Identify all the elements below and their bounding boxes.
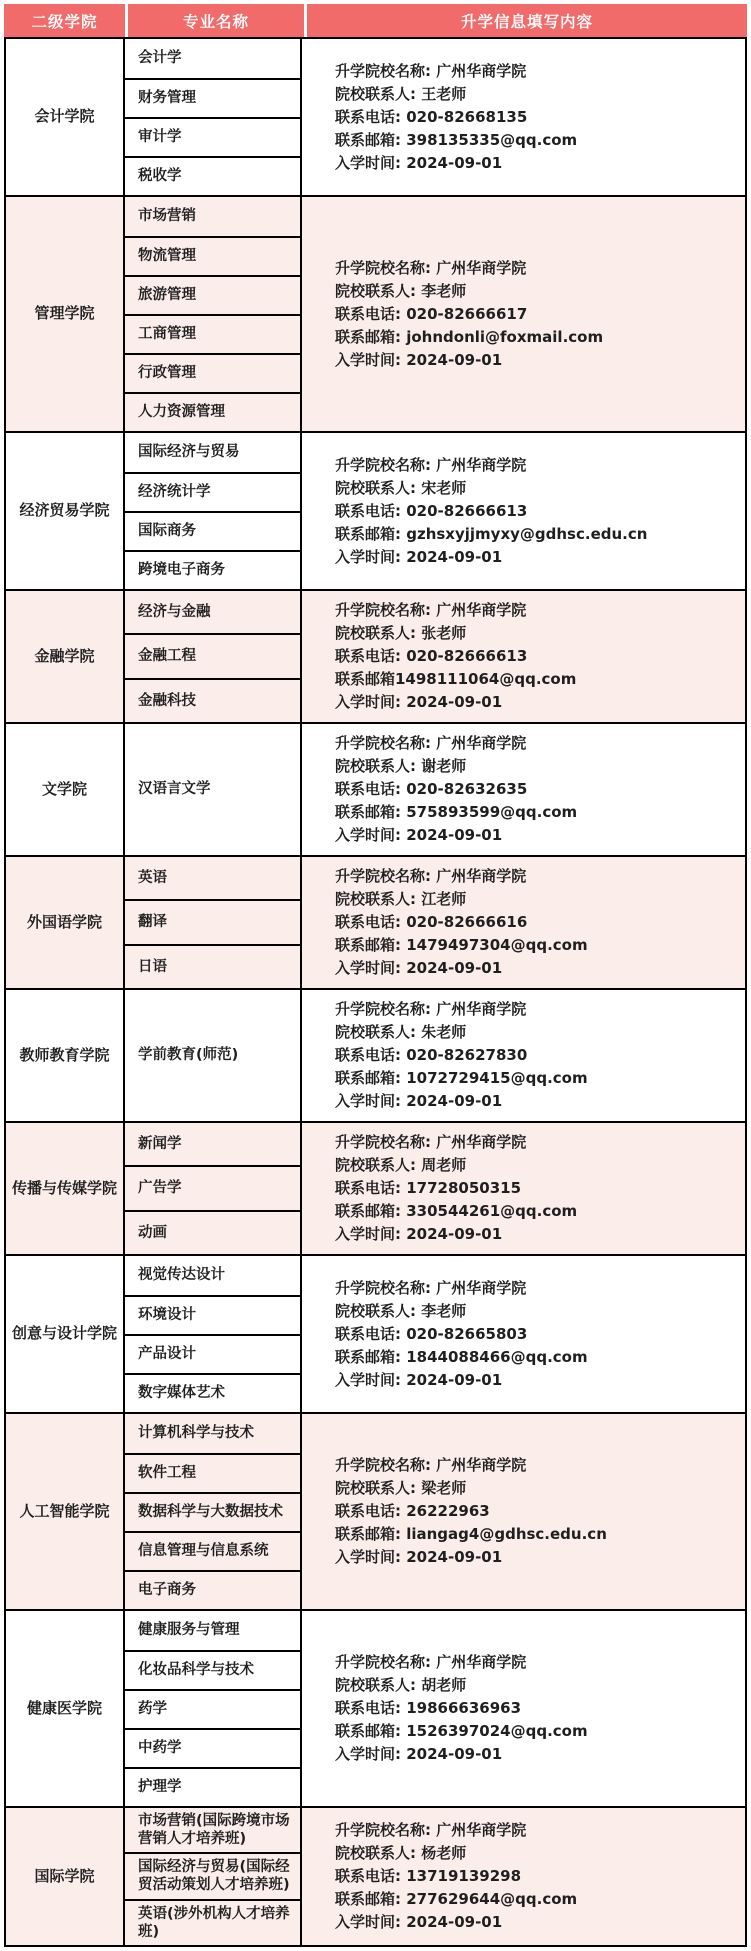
info-line: 联系电话: 19866636963	[335, 1699, 522, 1717]
major-cell: 动画	[125, 1210, 300, 1254]
info-line: 联系邮箱: 1479497304@qq.com	[335, 936, 588, 954]
info-line: 联系电话: 020-82627830	[335, 1046, 528, 1064]
info-line: 院校联系人: 王老师	[335, 84, 467, 103]
info-line: 联系邮箱: gzhsxyjjmyxy@gdhsc.edu.cn	[335, 524, 648, 543]
major-cell: 中药学	[125, 1728, 300, 1767]
major-cell: 英语	[138, 870, 167, 887]
info-line: 院校联系人: 江老师	[335, 890, 467, 908]
major-cell: 化妆品科学与技术	[125, 1650, 300, 1689]
info-cell	[302, 1611, 745, 1806]
majors-column	[125, 857, 302, 988]
info-cell	[302, 857, 745, 988]
major-cell: 国际经济与贸易	[138, 444, 240, 461]
college-name: 会计学院	[6, 39, 125, 195]
info-line: 联系电话: 020-82666616	[335, 913, 528, 931]
info-line: 入学时间: 2024-09-01	[335, 826, 503, 844]
info-line: 升学院校名称: 广州华商学院	[335, 1133, 527, 1151]
info-line: 联系电话: 26222963	[335, 1502, 490, 1520]
info-line: 联系电话: 020-82632635	[335, 780, 528, 798]
column-header-info: 升学信息填写内容	[304, 4, 747, 37]
info-line: 联系邮箱: 1072729415@qq.com	[335, 1069, 588, 1087]
majors-column	[125, 1414, 302, 1609]
info-line: 联系电话: 020-82666613	[335, 647, 528, 665]
info-line: 入学时间: 2024-09-01	[335, 959, 503, 977]
info-cell	[302, 433, 745, 589]
info-line: 联系电话: 020-82666617	[335, 304, 528, 323]
info-cell	[302, 990, 745, 1121]
info-line: 联系邮箱: 398135335@qq.com	[335, 130, 578, 149]
info-cell	[302, 1123, 745, 1254]
major-cell: 工商管理	[125, 314, 300, 353]
info-line: 院校联系人: 胡老师	[335, 1676, 467, 1694]
major-cell: 广告学	[125, 1165, 300, 1209]
major-cell: 人力资源管理	[125, 392, 300, 431]
major-cell: 软件工程	[125, 1453, 300, 1492]
major-cell: 会计学	[138, 50, 182, 67]
info-line: 升学院校名称: 广州华商学院	[335, 1820, 527, 1839]
major-cell: 学前教育(师范)	[138, 1047, 239, 1064]
majors-column	[125, 39, 302, 195]
college-section	[6, 988, 745, 1121]
college-name: 教师教育学院	[6, 990, 125, 1121]
major-cell: 英语(涉外机构人才培养班)	[125, 1899, 300, 1945]
major-cell: 数字媒体艺术	[125, 1373, 300, 1412]
info-line: 入学时间: 2024-09-01	[335, 1548, 503, 1566]
college-name: 国际学院	[6, 1808, 125, 1945]
info-line: 联系电话: 13719139298	[335, 1866, 522, 1885]
info-line: 入学时间: 2024-09-01	[335, 153, 503, 172]
table-body	[4, 37, 747, 1947]
info-line: 联系电话: 17728050315	[335, 1179, 522, 1197]
info-line: 升学院校名称: 广州华商学院	[335, 734, 527, 752]
info-line: 升学院校名称: 广州华商学院	[335, 1000, 527, 1018]
major-cell: 视觉传达设计	[138, 1267, 225, 1284]
college-name: 管理学院	[6, 197, 125, 431]
college-section	[6, 195, 745, 431]
major-cell: 数据科学与大数据技术	[125, 1492, 300, 1531]
major-cell: 经济统计学	[125, 472, 300, 511]
info-cell	[302, 1808, 745, 1945]
majors-column	[125, 1611, 302, 1806]
info-line: 入学时间: 2024-09-01	[335, 693, 503, 711]
info-cell	[302, 591, 745, 722]
info-line: 入学时间: 2024-09-01	[335, 350, 503, 369]
college-section	[6, 1254, 745, 1412]
column-header-major: 专业名称	[125, 4, 304, 37]
major-cell: 行政管理	[125, 353, 300, 392]
major-cell: 汉语言文学	[138, 781, 211, 798]
info-line: 联系邮箱: 277629644@qq.com	[335, 1889, 578, 1908]
major-cell: 跨境电子商务	[125, 550, 300, 589]
college-name: 金融学院	[6, 591, 125, 722]
college-section	[6, 431, 745, 589]
college-section	[6, 722, 745, 855]
college-name: 健康医学院	[6, 1611, 125, 1806]
college-name: 传播与传媒学院	[6, 1123, 125, 1254]
info-cell	[302, 724, 745, 855]
college-section	[6, 855, 745, 988]
majors-column	[125, 591, 302, 722]
info-line: 入学时间: 2024-09-01	[335, 1225, 503, 1243]
info-line: 升学院校名称: 广州华商学院	[335, 1278, 527, 1297]
majors-column	[125, 433, 302, 589]
major-cell: 翻译	[125, 899, 300, 943]
major-cell: 国际经济与贸易(国际经贸活动策划人才培养班)	[125, 1852, 300, 1898]
major-cell: 计算机科学与技术	[138, 1425, 254, 1442]
info-cell	[302, 1256, 745, 1412]
college-name: 创意与设计学院	[6, 1256, 125, 1412]
majors-column	[125, 1808, 302, 1945]
major-cell: 电子商务	[125, 1570, 300, 1609]
info-line: 入学时间: 2024-09-01	[335, 1745, 503, 1763]
info-line: 升学院校名称: 广州华商学院	[335, 601, 527, 619]
major-cell: 健康服务与管理	[138, 1622, 240, 1639]
info-line: 联系邮箱: 1526397024@qq.com	[335, 1722, 588, 1740]
info-line: 院校联系人: 朱老师	[335, 1023, 467, 1041]
major-cell: 日语	[125, 944, 300, 988]
major-cell: 护理学	[125, 1767, 300, 1806]
major-cell: 新闻学	[138, 1136, 182, 1153]
majors-column	[125, 724, 302, 855]
college-section	[6, 1412, 745, 1609]
major-cell: 信息管理与信息系统	[125, 1531, 300, 1570]
info-line: 入学时间: 2024-09-01	[335, 547, 503, 566]
majors-column	[125, 990, 302, 1121]
info-line: 联系电话: 020-82668135	[335, 107, 528, 126]
majors-column	[125, 1256, 302, 1412]
info-line: 联系邮箱: 330544261@qq.com	[335, 1202, 578, 1220]
info-line: 院校联系人: 周老师	[335, 1156, 467, 1174]
major-cell: 经济与金融	[138, 604, 211, 621]
info-line: 联系电话: 020-82666613	[335, 501, 528, 520]
college-name: 经济贸易学院	[6, 433, 125, 589]
column-header-college: 二级学院	[4, 4, 125, 37]
info-line: 联系邮箱: 575893599@qq.com	[335, 803, 578, 821]
info-line: 联系邮箱: 1844088466@qq.com	[335, 1347, 588, 1366]
info-line: 入学时间: 2024-09-01	[335, 1370, 503, 1389]
major-cell: 财务管理	[125, 78, 300, 117]
info-line: 院校联系人: 宋老师	[335, 478, 467, 497]
info-line: 升学院校名称: 广州华商学院	[335, 1653, 527, 1671]
college-section	[6, 39, 745, 195]
info-line: 院校联系人: 李老师	[335, 281, 467, 300]
majors-column	[125, 1123, 302, 1254]
info-cell	[302, 39, 745, 195]
info-line: 院校联系人: 李老师	[335, 1301, 467, 1320]
major-cell: 税收学	[125, 156, 300, 195]
major-cell: 金融科技	[125, 678, 300, 722]
info-line: 升学院校名称: 广州华商学院	[335, 258, 527, 277]
major-cell: 市场营销(国际跨境市场营销人才培养班)	[138, 1813, 290, 1848]
major-cell: 市场营销	[138, 208, 196, 225]
info-line: 院校联系人: 杨老师	[335, 1843, 467, 1862]
info-line: 入学时间: 2024-09-01	[335, 1092, 503, 1110]
info-cell	[302, 1414, 745, 1609]
info-line: 联系邮箱: johndonli@foxmail.com	[335, 327, 604, 346]
majors-column	[125, 197, 302, 431]
info-line: 院校联系人: 张老师	[335, 624, 467, 642]
info-line: 升学院校名称: 广州华商学院	[335, 455, 527, 474]
college-name: 外国语学院	[6, 857, 125, 988]
info-line: 联系电话: 020-82665803	[335, 1324, 528, 1343]
major-cell: 旅游管理	[125, 275, 300, 314]
info-line: 联系邮箱: liangag4@gdhsc.edu.cn	[335, 1525, 607, 1543]
info-line: 院校联系人: 谢老师	[335, 757, 467, 775]
major-cell: 国际商务	[125, 511, 300, 550]
major-cell: 产品设计	[125, 1334, 300, 1373]
info-line: 联系邮箱1498111064@qq.com	[335, 670, 577, 688]
major-cell: 物流管理	[125, 236, 300, 275]
major-cell: 金融工程	[125, 633, 300, 677]
college-section	[6, 1121, 745, 1254]
info-cell	[302, 197, 745, 431]
major-cell: 药学	[125, 1689, 300, 1728]
college-section	[6, 1609, 745, 1806]
college-name: 人工智能学院	[6, 1414, 125, 1609]
college-section	[6, 1806, 745, 1945]
info-line: 升学院校名称: 广州华商学院	[335, 1456, 527, 1474]
major-cell: 环境设计	[125, 1295, 300, 1334]
info-line: 升学院校名称: 广州华商学院	[335, 867, 527, 885]
table-header-row	[4, 4, 747, 37]
info-line: 院校联系人: 梁老师	[335, 1479, 467, 1497]
college-name: 文学院	[6, 724, 125, 855]
info-line: 升学院校名称: 广州华商学院	[335, 61, 527, 80]
major-cell: 审计学	[125, 117, 300, 156]
college-section	[6, 589, 745, 722]
info-line: 入学时间: 2024-09-01	[335, 1912, 503, 1931]
